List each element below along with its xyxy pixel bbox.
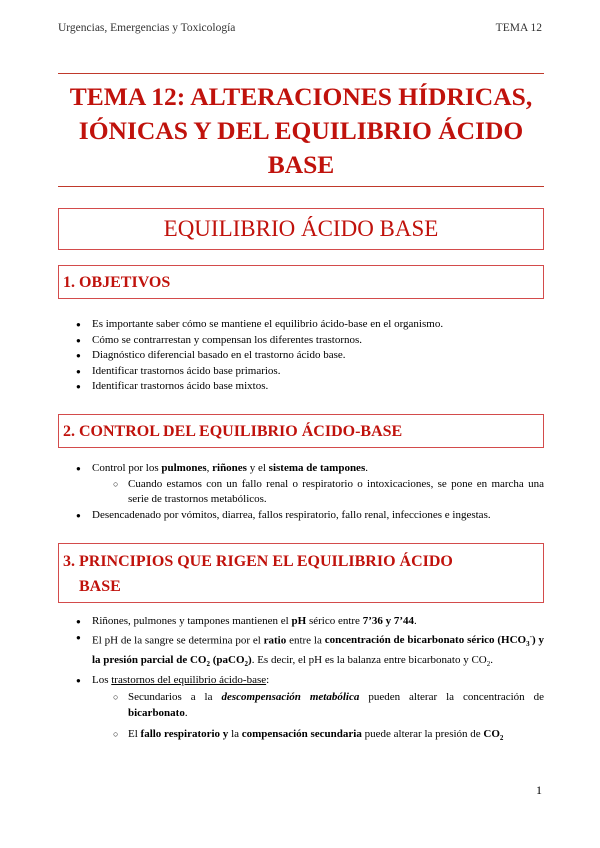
- sub-list-item: ○ El fallo respiratorio y la compensación secundaria puede alterar la presión de $CO_2$: [58, 727, 544, 747]
- title-top-rule: [58, 73, 544, 74]
- section-1-heading: 1. OBJETIVOS: [63, 274, 171, 291]
- list-item: ● Control por los pulmones, riñones y el sistema de tampones.: [58, 461, 544, 477]
- section-3-heading-line-1: 3. PRINCIPIOS QUE RIGEN EL EQUILIBRIO ÁCIDO: [63, 553, 453, 570]
- list-item: ● Identificar trastornos ácido base primarios.: [58, 364, 544, 380]
- sub-list-item: ○ Secundarios a la descompensación metabólica pueden alterar la concentración de bicarbonato.: [58, 690, 544, 721]
- section-3-heading: [63, 549, 539, 599]
- list-item: ● Identificar trastornos ácido base mixtos.: [58, 379, 544, 395]
- list-item: ● Cómo se contrarrestan y compensan los diferentes trastornos.: [58, 333, 544, 349]
- list-item: ● El pH de la sangre se determina por el ratio entre la concentración de bicarbonato sérico $(HCO_3^-)$ y la presión parcial de $CO_2$ (paCO$_2$). Es decir, el pH es la balanza entre bicarbonato y $CO_2$.: [58, 630, 544, 673]
- list-item: ● Diagnóstico diferencial basado en el trastorno ácido base.: [58, 348, 544, 364]
- list-item: ● Los trastornos del equilibrio ácido-base:: [58, 673, 544, 689]
- subtitle: EQUILIBRIO ÁCIDO BASE: [163, 216, 439, 241]
- running-header-chapter: TEMA 12: [495, 22, 542, 34]
- title-line-2: IÓNICAS Y DEL EQUILIBRIO ÁCIDO: [78, 116, 524, 145]
- list-item: ● Es importante saber cómo se mantiene el equilibrio ácido-base en el organismo.: [58, 317, 544, 333]
- principles-list: [58, 614, 544, 747]
- section-3-heading-line-2: BASE: [79, 578, 121, 595]
- section-2-heading: 2. CONTROL DEL EQUILIBRIO ÁCIDO-BASE: [63, 423, 403, 440]
- title-line-3: BASE: [267, 150, 335, 179]
- objectives-list: [58, 317, 544, 395]
- running-header-title: Urgencias, Emergencias y Toxicología: [58, 22, 236, 34]
- page-number: 1: [536, 783, 542, 797]
- list-item: ● Riñones, pulmones y tampones mantienen el pH sérico entre 7’36 y 7’44.: [58, 614, 544, 630]
- title-line-1: TEMA 12: ALTERACIONES HÍDRICAS,: [69, 82, 533, 111]
- control-list: [58, 461, 544, 523]
- title-bottom-rule: [58, 186, 544, 187]
- sub-list-item: ○ Cuando estamos con un fallo renal o respiratorio o intoxicaciones, se pone en marcha una serie de trastornos metabólicos.: [58, 477, 544, 508]
- list-item: ● Desencadenado por vómitos, diarrea, fallos respiratorio, fallo renal, infecciones e ingestas.: [58, 508, 544, 524]
- page-title: [58, 80, 544, 182]
